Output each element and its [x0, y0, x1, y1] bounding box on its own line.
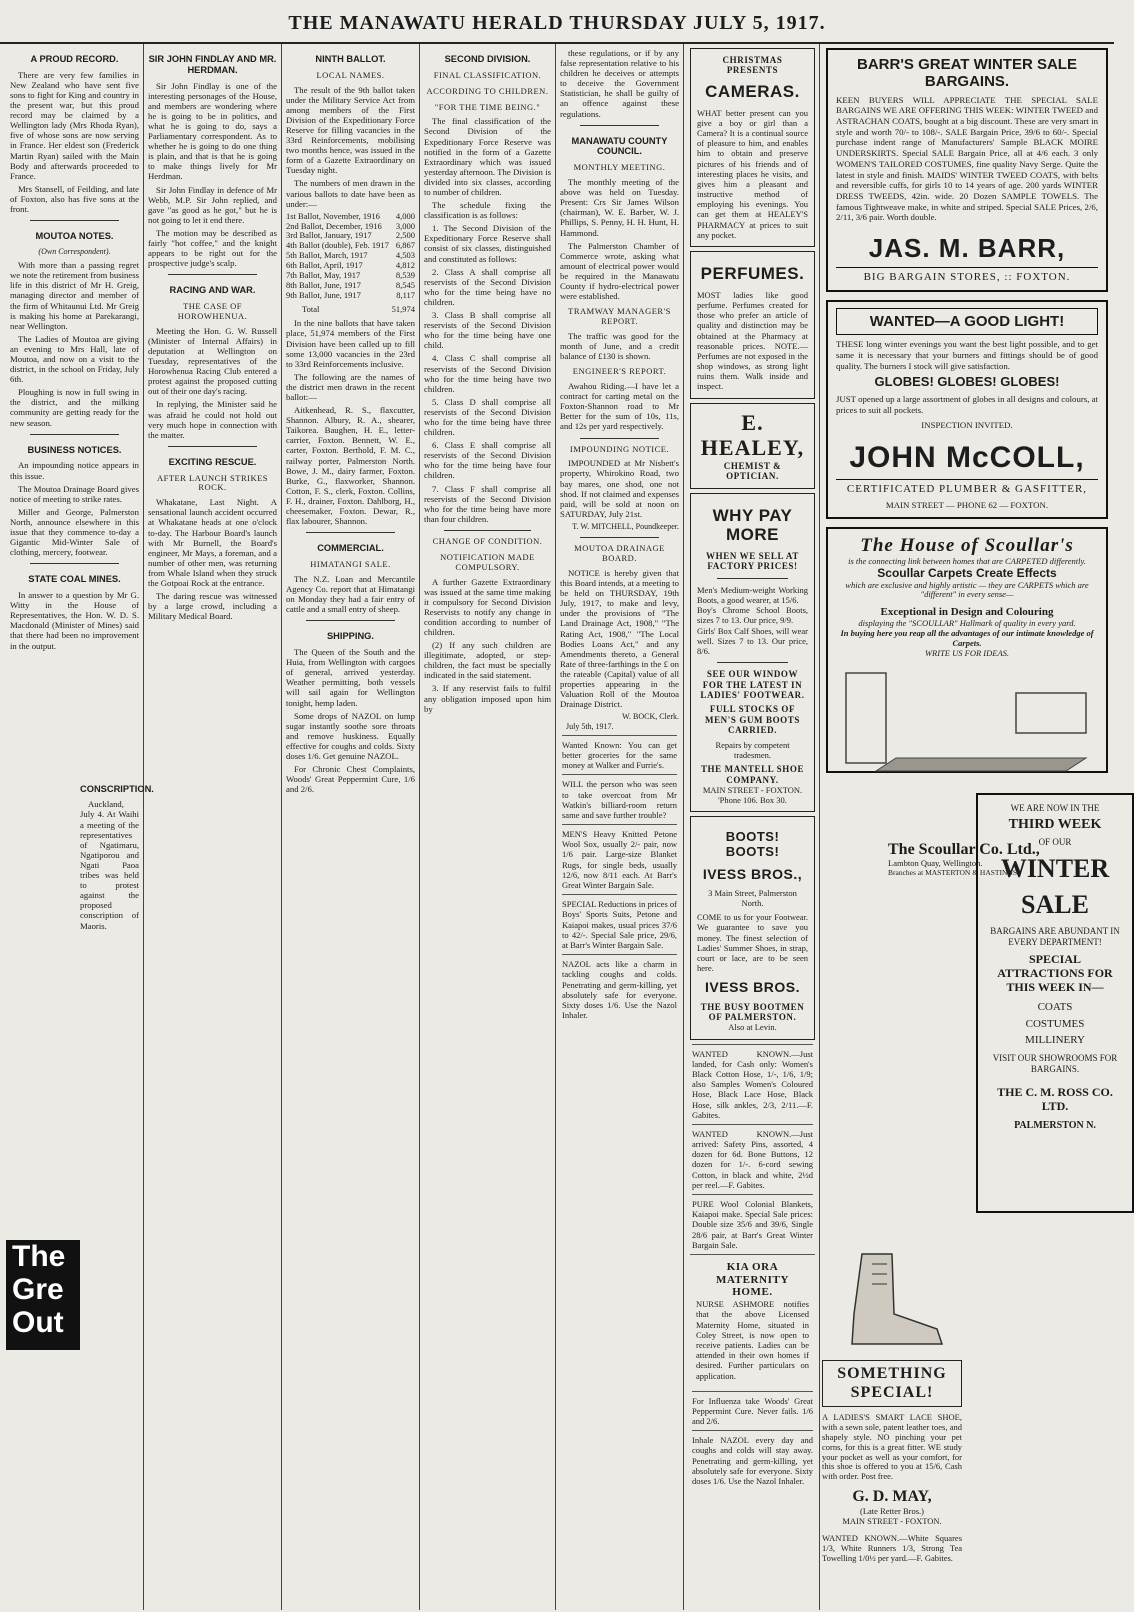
- ad-line: BARGAINS ARE ABUNDANT IN EVERY DEPARTMENT!: [990, 926, 1120, 947]
- article-text: The result of the 9th ballot taken under the Military Service Act from among members of the First Division of the Expeditionary Force Reserve for filling vacancies in the 33rd Reinforcements, mobilising two months hence, was issued in the form of a Gazette Extraordinary on Tuesday night.: [286, 84, 415, 176]
- list-item: 3rd Ballot, January, 1917 2,500: [286, 230, 415, 241]
- subheading: HIMATANGI SALE.: [310, 559, 391, 570]
- subheading: AFTER LAUNCH STRIKES ROCK.: [156, 472, 269, 493]
- list-item: 7th Ballot, May, 1917 8,539: [286, 269, 415, 280]
- ad-title: KIA ORA MATERNITY HOME.: [715, 1260, 790, 1299]
- classified-ad: WANTED KNOWN.—White Squares 1/3, White Runners 1/3, Strong Tea Towelling 1/0½ per yard.—F. Gabites.: [822, 1533, 962, 1564]
- subheading: MONTHLY MEETING.: [573, 162, 666, 173]
- article-text: A further Gazette Extraordinary was issued at the same time making it compulsory for Second Division Reservists to notify any change in condition according to number of children.: [424, 576, 551, 637]
- list-item: 1st Ballot, November, 1916 4,000: [286, 210, 415, 221]
- article-text: In answer to a question by Mr G. Witty in the House of Representatives, the Hon. W. D. S. Macdonald (Minister of Mines) said that there had been no improvement in the output.: [10, 590, 139, 651]
- classified-ad: MEN'S Heavy Knitted Petone Wool Sox, usually 2/- pair, now 1/6 pair. Large-size Blanket Rugs, for single beds, usually 12/6, now 8/11 each. At Barr's Great Winter Bargain Sale.: [562, 824, 677, 890]
- ad-addr: MAIN STREET — PHONE 62 — FOXTON.: [885, 500, 1049, 511]
- article-text: (2) If any such children are illegitimate, adopted, or step-children, the fact must be specially indicated in the said statement.: [424, 640, 551, 681]
- article-text: An impounding notice appears in this issue.: [10, 460, 139, 481]
- ad-line: displaying the "SCOULLAR" Hallmark of quality in every yard.: [858, 618, 1076, 629]
- notice-date: July 5th, 1917.: [566, 721, 614, 731]
- ad-name: IVESS BROS.: [705, 979, 800, 996]
- newspaper-title: THE MANAWATU HERALD THURSDAY JULY 5, 1917.: [288, 12, 826, 34]
- subheading: "FOR THE TIME BEING.": [434, 101, 541, 112]
- column-2: [144, 44, 282, 1610]
- article-text: Sir John Findlay is one of the interesting personages of the House, and members are wondering where he is going to be in politics, and what he is going to do, says a Parliamentary correspondent. As to whether he is going to do one thing is plain, and that is that he is going to make things lively for Mr Herdman.: [148, 80, 277, 182]
- heading-moutoa-drainage-board: MOUTOA DRAINAGE BOARD.: [574, 543, 665, 564]
- article-text: The daring rescue was witnessed by a large crowd, including a Military Medical Board.: [148, 591, 277, 622]
- heading-shipping: SHIPPING.: [326, 631, 374, 642]
- classified-ad: WILL the person who was seen to take overcoat from Mr Watkin's billiard-room return same and save further trouble?: [562, 774, 677, 820]
- article-text: 2. Class A shall comprise all reservists of the Second Division who for the time being have no children.: [424, 266, 551, 307]
- classified-ad: Inhale NAZOL every day and coughs and colds will stay away. Penetrating and germ-killing, yet absolutely safe for everyone. Sixty doses 1/6. Use the Nazol Inhaler.: [692, 1430, 813, 1486]
- ad-line: MILLINERY: [1025, 1034, 1085, 1047]
- ad-also: Also at Levin.: [728, 1022, 777, 1033]
- classified-ad: NAZOL acts like a charm in tackling coughs and colds. Penetrating and germ-killing, yet absolutely safe for everyone. Sixty doses 1/6. Use the Nazol Inhaler.: [562, 954, 677, 1020]
- heading-conscription: CONSCRIPTION.: [80, 783, 154, 794]
- ad-line: WRITE US FOR IDEAS.: [924, 647, 1010, 658]
- subheading: LOCAL NAMES.: [316, 69, 385, 80]
- divider: [580, 537, 659, 538]
- ad-title: BOOTS! BOOTS!: [725, 829, 780, 860]
- ad-ivess-bros: [690, 816, 815, 1039]
- article-text: The N.Z. Loan and Mercantile Agency Co. report that at Himatangi on Monday they had a fair entry of cattle and a small entry of sheep.: [286, 573, 415, 615]
- ad-perfumes: [690, 251, 815, 399]
- ad-shoe: [822, 1244, 962, 1564]
- article-text: Awahou Riding.—I have let a contract for carting metal on the Foxton-Shannon road to Mr Better for the sum of 10s, 11s, and 12s per yard respectively.: [560, 381, 679, 432]
- ad-healey: [690, 403, 815, 489]
- article-text: 5. Class D shall comprise all reservists of the Second Division who for the time being have three children.: [424, 396, 551, 438]
- column-7: [822, 44, 1120, 1610]
- ad-addr: 3 Main Street, Palmerston North.: [708, 887, 797, 908]
- ad-name: THE MANTELL SHOE COMPANY.: [700, 764, 805, 785]
- divider: [580, 438, 659, 439]
- subheading: ENGINEER'S REPORT.: [572, 366, 667, 377]
- ad-line: SEE OUR WINDOW FOR THE LATEST IN LADIES' FOOTWEAR.: [700, 669, 805, 701]
- article-text: 3. Class B shall comprise all reservists of the Second Division who for the time being have one child.: [424, 310, 551, 351]
- divider: [168, 446, 257, 447]
- list-item: 2nd Ballot, December, 1916 3,000: [286, 220, 415, 231]
- article-text: The schedule fixing the classification is as follows:: [424, 200, 551, 221]
- divider: [717, 578, 788, 579]
- ad-name: JAS. M. BARR,: [868, 233, 1066, 264]
- ad-gd-may-winter-sale: [976, 793, 1134, 1213]
- article-text: For Chronic Chest Complaints, Woods' Great Peppermint Cure, 1/6 and 2/6.: [286, 764, 415, 795]
- ad-line: COSTUMES: [1025, 1017, 1085, 1030]
- ad-body: THESE long winter evenings you want the best light possible, and to get same it is necessary that your burners and fittings should be of good quality. The burners I stock will give satisfaction.: [836, 339, 1098, 371]
- heading-impounding-notice: IMPOUNDING NOTICE.: [569, 443, 670, 454]
- article-text: Ploughing is now in full swing in the district, and the milking community are getting ready for the new season.: [10, 387, 139, 428]
- heading-change-of-condition: CHANGE OF CONDITION.: [432, 535, 543, 546]
- ad-mccoll: [826, 300, 1108, 519]
- classified-ad: For Influenza take Woods' Great Peppermint Cure. Never fails. 1/6 and 2/6.: [692, 1391, 813, 1427]
- signature: W. BOCK, Clerk.: [622, 712, 679, 722]
- ad-title: THIRD WEEK: [1008, 817, 1102, 833]
- ad-line: SPECIAL ATTRACTIONS FOR THIS WEEK IN—: [997, 952, 1113, 994]
- heading-moutoa-notes: MOUTOA NOTES.: [35, 231, 114, 242]
- divider: [30, 434, 119, 435]
- divider: [30, 563, 119, 564]
- article-text: Auckland, July 4. At Waihi a meeting of the representatives of Ngatimaru, Ngatiporou and Ngati Paoa tribes was held to protest against the proposed conscription of Maoris.: [80, 799, 139, 931]
- ad-phone: 'Phone 106. Box 30.: [718, 795, 787, 806]
- ad-title: SOMETHING SPECIAL!: [822, 1360, 962, 1407]
- article-text: Mrs Stansell, of Feilding, and late of Foxton, also has five sons at the front.: [10, 183, 139, 214]
- ad-body: A LADIES'S SMART LACE SHOE, with a sewn sole, patent leather toes, and shapely style. NO pinching your pet corns, for this is a great fitter. WE study your pocket as well as your comfort, for this shoe is offered to you at 15/6, Cash with order. Post free.: [822, 1412, 962, 1482]
- ad-line: WE ARE NOW IN THE: [1010, 802, 1100, 813]
- article-text: In the nine ballots that have taken place, 51,974 members of the First Division have been called up to fill some 13,000 vacancies in the 23rd to 33rd Reinforcements inclusive.: [286, 318, 415, 369]
- shoe-illustration: [832, 1244, 952, 1354]
- notice-text: IMPOUNDED at Mr Nisbett's property, Whirokino Road, two bay mares, one shod, one not shod. If not claimed and expenses paid, will be sold at noon on SATURDAY, July 21st.: [560, 458, 679, 519]
- article-text: In replying, the Minister said he was afraid he could not hold out very much hope in connection with the matter.: [148, 399, 277, 440]
- clipped-headline-image: The Gre Out: [6, 1240, 80, 1350]
- divider: [168, 274, 257, 275]
- ad-subtitle: Scoullar Carpets Create Effects: [877, 565, 1057, 580]
- article-text: The Moutoa Drainage Board gives notice of meeting to strike rates.: [10, 483, 139, 504]
- ad-title: WHY PAY MORE: [712, 505, 793, 545]
- column-5: [556, 44, 684, 1610]
- ad-sub: WHEN WE SELL AT FACTORY PRICES!: [706, 550, 799, 572]
- ad-body: WHAT better present can you give a boy or girl than a Camera? It is a continual source of pleasure to him, and enables him to obtain and preserve pictures of his friends and of interesting places he visits, and gives him a pleasant and instructive method of employing his evenings. You can get them at HEALEY'S PHARMACY at prices to suit any pocket.: [697, 107, 808, 240]
- article-text: Meeting the Hon. G. W. Russell (Minister of Internal Affairs) in deputation at Wellington on Tuesday, representatives of the Horowhenua Racing Club entered a protest against the proposed cutting out of their one day's racing.: [148, 325, 277, 397]
- ad-addr: MAIN STREET - FOXTON.: [842, 1515, 942, 1526]
- ad-globes: GLOBES! GLOBES! GLOBES!: [874, 374, 1060, 390]
- ad-barr: [826, 48, 1108, 292]
- article-text: 6. Class E shall comprise all reservists of the Second Division who for the time being have four children.: [424, 440, 551, 481]
- ad-name: JOHN McCOLL,: [849, 440, 1085, 474]
- article-text: Whakatane, Last Night. A sensational launch accident occurred at Whakatane heads at one o'clock to-day. The Harbour Board's launch with Mr Burnell, the Board's engineer, Mr Mays, a foreman, and a number of other men, was returning from Whale Island when they struck the Gotpoai Rock at the entrance.: [148, 497, 277, 589]
- article-text: The final classification of the Second Division of the Expeditionary Force Reserve was notified in the form of a Gazette Extraordinary which was issued yesterday afternoon. The Division is divided into six classes, according to number of children.: [424, 116, 551, 198]
- ad-body: KEEN BUYERS WILL APPRECIATE THE SPECIAL SALE BARGAINS WE ARE OFFERING THIS WEEK: WINTER TWEED and ASTRACHAN COATS, bought at a big discount. These are very smart in style and worth 70/- to 108/-. SALE Bargain Price, 39/6 to 60/-. Special purchase indent range of Manufacturers' Sample BLACK MOIRE UNDERSKIRTS. Special SALE Bargain Price, all at 4/6 each. 3 only WOMEN'S TAILORED COSTUMES, fine quality Navy Serge. Quite the latest in style and finish. MAIDS' WINTER TWEED COATS, with belts and reversible cuffs, for girls 10 to 14 years of age. 200 yards WINTER DRESS TWEEDS, 42in. wide. 20 Dozen SAMPLE TOWELS. The famous Tightweave make, in white and striped. Special SALE Prices, 2/6, 2/11, 3/6 pair. Worth double.: [836, 94, 1098, 223]
- ad-line: Girls' Box Calf Shoes, will wear well. Sizes 7 to 13. Our price, 8/6.: [697, 625, 808, 656]
- column-4: [420, 44, 556, 1610]
- divider: [717, 662, 788, 663]
- article-text: 4. Class C shall comprise all reservists of the Second Division who for the time being have two children.: [424, 353, 551, 394]
- heading-second-division: SECOND DIVISION.: [444, 54, 531, 64]
- ad-line: Men's Medium-weight Working Boots, a good wearer, at 15/6.: [697, 584, 808, 606]
- ad-title: WINTER: [1000, 853, 1110, 883]
- ad-name: IVESS BROS.,: [702, 865, 803, 882]
- ad-tag: CHEMIST & OPTICIAN.: [723, 460, 782, 482]
- article-text: 1. The Second Division of the Expeditionary Force Reserve shall consist of six classes, distinguished and constituted as follows:: [424, 223, 551, 264]
- subheading: NOTIFICATION MADE COMPULSORY.: [440, 551, 535, 572]
- ad-line: FULL STOCKS OF MEN'S GUM BOOTS CARRIED.: [704, 704, 800, 736]
- heading-sir-john-findlay: SIR JOHN FINDLAY AND MR. HERDMAN.: [148, 54, 277, 75]
- article-text: The monthly meeting of the above was held on Tuesday. Present: Crs Sir James Wilson (chairman), W. E. Barber, W. J. Phillips, S. Penny, H. H. Hunt, H. Hammond.: [560, 177, 679, 238]
- signature: T. W. MITCHELL, Poundkeeper.: [572, 521, 679, 531]
- ad-line: Repairs by competent tradesmen.: [715, 739, 790, 760]
- list-item: 6th Ballot, April, 1917 4,812: [286, 260, 415, 271]
- ad-title: BARR'S GREAT WINTER SALE BARGAINS.: [857, 56, 1077, 91]
- ad-line: In buying here you reap all the advantages of our intimate knowledge of Carpets.: [840, 627, 1094, 648]
- article-text: 3. If any reservist fails to fulfil any obligation imposed upon him by: [424, 683, 551, 714]
- ad-title: CAMERAS.: [705, 81, 800, 101]
- list-total: Total 51,974: [302, 303, 415, 314]
- ad-body: MOST ladies like good perfume. Perfumes created for those who prefer an article of quality and distinction may be obtained at the Pharmacy at reasonable prices. NOTE.—Perfumes are not exposed in the shop windows, as strong light ruins them. Walk inside and inspect.: [697, 289, 808, 392]
- article-text: The Ladies of Moutoa are giving an evening to Mrs Hall, late of Moutoa, and now on a visit to the district, in the school on Friday, July 6th.: [10, 333, 139, 385]
- divider: [444, 530, 531, 531]
- subheading: ACCORDING TO CHILDREN.: [426, 85, 549, 96]
- classified-ad: SPECIAL Reductions in prices of Boys' Sports Suits, Petone and Kaiapoi makes, usual prices 37/6 to 42/-. Special Sale price, 29/6, at Barr's Winter Bargain Sale.: [562, 894, 677, 950]
- column-1: [6, 44, 154, 1610]
- classified-ad: Wanted Known: You can get better groceries for the same money at Walker and Furrie's.: [562, 735, 677, 771]
- divider: [30, 220, 119, 221]
- heading-manawatu-county-council: MANAWATU COUNTY COUNCIL.: [571, 135, 668, 157]
- subheading: TRAMWAY MANAGER'S REPORT.: [568, 306, 671, 327]
- ad-kia-ora: [690, 1254, 815, 1387]
- article-text: these regulations, or if by any false representation relative to his children he deceives or attempts to deceive the Government Statistician, he shall be guilty of an offence against these regulations.: [560, 48, 679, 119]
- ad-title: SALE: [1021, 890, 1089, 920]
- heading-ninth-ballot: NINTH BALLOT.: [315, 54, 386, 64]
- subheading: THE CASE OF HOROWHENUA.: [177, 301, 248, 321]
- list-item: 4th Ballot (double), Feb. 1917 6,867: [286, 240, 415, 251]
- ad-addr: PALMERSTON N.: [1014, 1119, 1096, 1131]
- ad-name: E. HEALEY,: [700, 409, 805, 461]
- heading-state-coal-mines: STATE COAL MINES.: [28, 574, 121, 585]
- ad-cameras: [690, 48, 815, 247]
- heading-business-notices: BUSINESS NOTICES.: [27, 444, 122, 455]
- article-text: Miller and George, Palmerston North, announce elsewhere in this issue that they commence to-day a Gigantic Mid-Winter Sale of clothing, mercery, footwear.: [10, 506, 139, 558]
- article-text: Some drops of NAZOL on lump sugar instantly soothe sore throats and remove huskiness. Equally effective for coughs and colds. Sixty doses 1/6. Get genuine NAZOL.: [286, 710, 415, 761]
- ad-mantell-shoe: [690, 493, 815, 813]
- ballot-list: [286, 212, 415, 315]
- masthead: [0, 0, 1114, 44]
- list-item: 9th Ballot, June, 1917 8,117: [286, 289, 415, 300]
- ad-body: COME to us for your Footwear. We guarantee to save you money. The finest selection of Ladies' Summer Shoes, in strap, court or lace, are to be seen here.: [697, 912, 808, 974]
- ad-line: Exceptional in Design and Colouring: [880, 606, 1054, 619]
- ad-head: CHRISTMAS PRESENTS: [722, 55, 783, 76]
- ad-addr: MAIN STREET - FOXTON.: [702, 785, 803, 796]
- ad-tag: CERTIFICATED PLUMBER & GASFITTER,: [836, 479, 1098, 496]
- ad-name: G. D. MAY,: [852, 1488, 932, 1506]
- ad-title: The House of Scoullar's: [860, 534, 1074, 556]
- heading-proud-record: A PROUD RECORD.: [30, 54, 119, 64]
- ad-tag: THE BUSY BOOTMEN OF PALMERSTON.: [700, 1001, 805, 1022]
- ad-line: COATS: [1037, 1000, 1073, 1013]
- names-list: Aitkenhead, R. S., flaxcutter, Shannon. Albury, R. A., shearer, Taikorea. Baughen, H. E., letter-carrier, Foxton. Bennett, W. E., carter, Foxton. Berthold, F. M. C., railway porter, Palmerston North. Bowe, J. M., dairy farmer, Foxton. Burke, G., flaxworker, Shannon. Cotton, F. S., clerk, Foxton. Collins, F. H., drainer, Foxton. Dahlborg, H., cheesemaker, Foxton. Dewar, R., flax labourer, Shannon.: [286, 405, 415, 527]
- ad-line: Boy's Chrome School Boots, sizes 7 to 13. Our price, 9/9.: [697, 605, 808, 626]
- article-text: With more than a passing regret we note the retirement from business life in this district of Mr H. Greig, managing director and member of the firm of Whitaunui Ltd. Mr Greig is making his home at Parekarangi, near Wellington.: [10, 260, 139, 331]
- divider: [306, 620, 395, 621]
- ad-invite: INSPECTION INVITED.: [921, 419, 1013, 430]
- heading-racing-and-war: RACING AND WAR.: [169, 285, 256, 296]
- classified-ad: PURE Wool Colonial Blankets, Kaiapoi make. Special Sale prices: Double size 35/6 and 39/6, Single 28/6 pair, at Barr's Great Winter Bargain Sale.: [692, 1194, 813, 1250]
- ad-line: is the connecting link between homes that are CARPETED differently.: [848, 555, 1086, 566]
- article-text: The Queen of the South and the Huia, from Wellington with cargoes of general, arrived yesterday. Weather permitting, both vessels will sail again for Wellington tonight, hemp laden.: [286, 647, 415, 708]
- subheading: FINAL CLASSIFICATION.: [433, 69, 542, 80]
- ad-company: The Scoullar Co. Ltd., Lambton Quay, Wellington. Branches at MASTERTON & HASTINGS: [888, 840, 1040, 878]
- spacer: [10, 654, 139, 774]
- ad-name: THE C. M. ROSS CO. LTD.: [997, 1084, 1113, 1113]
- article-text: The numbers of men drawn in the various ballots to date have been as under:—: [286, 178, 415, 209]
- subheading: (Own Correspondent).: [38, 246, 111, 256]
- column-3: [282, 44, 420, 1610]
- ad-line: (Late Retter Bros.): [860, 1505, 924, 1516]
- notice-text: NOTICE is hereby given that this Board intends, at a meeting to be held on THURSDAY, 19th July, 1917, to make and levy, under the provisions of "The Land Drainage Act, 1908," "The Rating Act, 1908," "The Local Bodies Loans Act," and any Amendments thereto, a General Rate of three-farthings in the £ on the rateable (Capital) value of all properties appearing in the Valuation Roll of the Moutoa Drainage District.: [560, 567, 679, 710]
- ad-line: OF OUR: [1038, 837, 1072, 848]
- ad-body: JUST opened up a large assortment of globes in all designs and colours, at prices to suit all pockets.: [836, 394, 1098, 416]
- divider: [580, 125, 659, 126]
- article-text: The motion may be described as fairly "hot coffee," and the knight appears to be right out for the prospective judge's scalp.: [148, 227, 277, 269]
- list-item: 5th Ballot, March, 1917 4,503: [286, 250, 415, 261]
- article-text: 7. Class F shall comprise all reservists of the Second Division who for the time being have more than four children.: [424, 483, 551, 524]
- ad-line: VISIT OUR SHOWROOMS FOR BARGAINS.: [992, 1053, 1118, 1074]
- article-text: The Palmerston Chamber of Commerce wrote, asking what amount of electrical power would be required in the Manawatu County if hydro-electrical power were established.: [560, 240, 679, 302]
- article-text: The traffic was good for the month of June, and a credit balance of £130 is shown.: [560, 330, 679, 362]
- classified-ad: WANTED KNOWN.—Just landed, for Cash only: Women's Black Cotton Hose, 1/-, 1/6, 1/9; also Samples Women's Coloured Hose, Black Lace Hose, Black Hose, silk ankles, 2/3, 2/11.—F. Gabites.: [692, 1044, 813, 1120]
- column-6: [686, 44, 820, 1610]
- article-text: There are very few families in New Zealand who have sent five sons to fight for King and country in the present war, but this proud record may be claimed by a Wellington lady (Mrs Rhoda Ryan), five of whose sons are now serving in France. Her eldest son (Frederick Martin Ryan) sailed with the Main Body and afterwards proceeded to France.: [10, 69, 139, 181]
- heading-commercial: COMMERCIAL.: [317, 543, 384, 554]
- ad-line: which are exclusive and highly artistic — they are CARPETS which are "different" in every sense—: [845, 579, 1089, 600]
- ad-title: WANTED—A GOOD LIGHT!: [836, 308, 1098, 335]
- article-text: The following are the names of the district men drawn in the recent ballot:—: [286, 371, 415, 403]
- ad-tag: BIG BARGAIN STORES, :: FOXTON.: [836, 267, 1098, 284]
- list-item: 8th Ballot, June, 1917 8,545: [286, 279, 415, 290]
- ad-body: NURSE ASHMORE notifies that the above Licensed Maternity Home, situated in Coley Street, is now open to receive patients. Ladies can be attended in their own homes if desired. Further particulars on application.: [696, 1299, 809, 1381]
- ad-title: PERFUMES.: [700, 264, 805, 284]
- classified-ad: WANTED KNOWN.—Just arrived: Safety Pins, assorted, 4 dozen for 6d. Bone Buttons, 12 dozen for 1/-. 6-cord sewing Cotton, in black and white, 2½d per reel.—F. Gabites.: [692, 1124, 813, 1190]
- chair-and-rug-illustration: [836, 663, 1106, 773]
- article-text: Sir John Findlay in defence of Mr Webb, M.P. Sir John replied, and gave "as good as he got," but he is not going to let it end there.: [148, 184, 277, 225]
- divider: [306, 532, 395, 533]
- heading-exciting-rescue: EXCITING RESCUE.: [168, 456, 257, 467]
